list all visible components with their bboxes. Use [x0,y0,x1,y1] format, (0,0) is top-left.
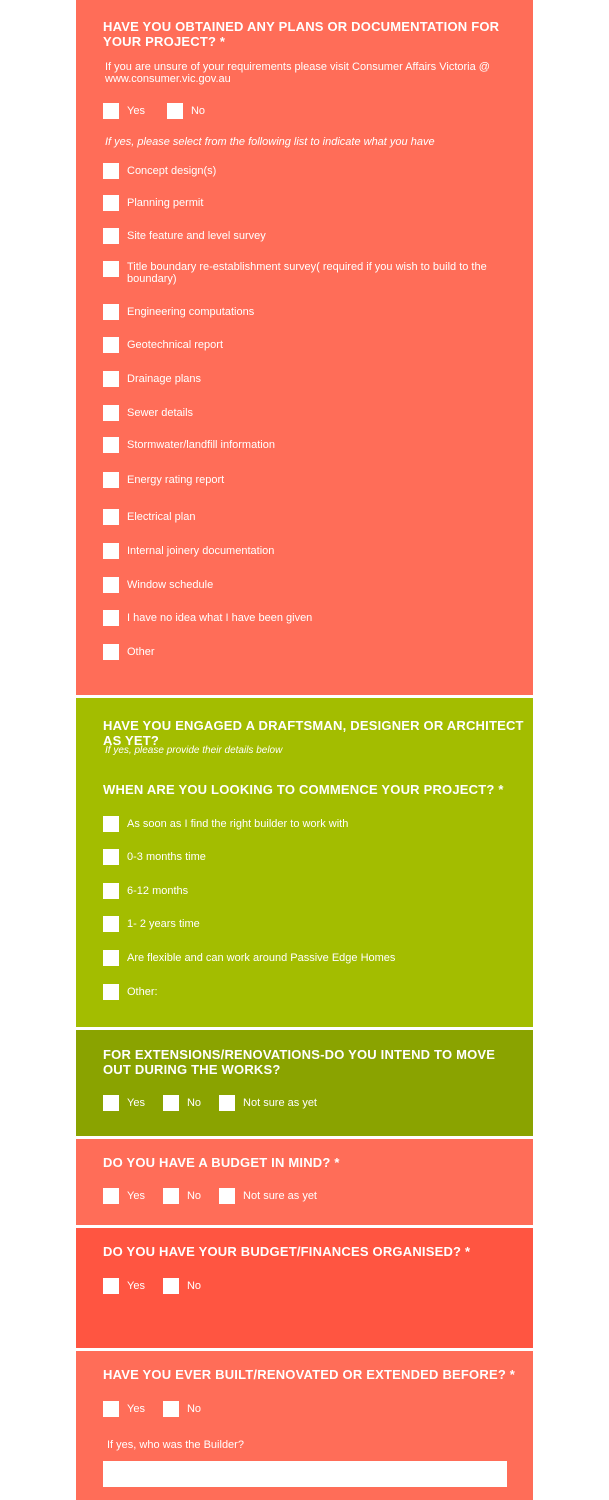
checkbox[interactable] [103,304,119,320]
draftsman-question: HAVE YOU ENGAGED A DRAFTSMAN, DESIGNER OR ARCHITECT AS YET? [103,718,524,748]
plans-note: If you are unsure of your requirements please visit Consumer Affairs Victoria @ www.consumer.vic.gov.au [105,61,490,85]
notsure-checkbox[interactable] [219,1095,235,1111]
checkbox[interactable] [103,163,119,179]
plans-item-stormwater[interactable] [103,437,275,453]
option-label: I have no idea what I have been given [127,612,313,624]
yes-checkbox[interactable] [103,1188,119,1204]
option-label: Concept design(s) [127,165,217,177]
option-label: 6-12 months [127,885,189,897]
plans-item-joinery[interactable] [103,543,274,559]
budget-notsure-option[interactable] [219,1188,317,1204]
commence-item-other[interactable] [103,984,158,1000]
commence-item-0-3-months[interactable] [103,849,206,865]
checkbox[interactable] [103,509,119,525]
option-label: Planning permit [127,197,204,209]
plans-item-geotechnical[interactable] [103,337,223,353]
option-label: As soon as I find the right builder to work with [127,818,349,830]
yes-checkbox[interactable] [103,1095,119,1111]
checkbox[interactable] [103,195,119,211]
plans-yes-no [103,103,223,119]
yes-checkbox[interactable] [103,1401,119,1417]
yes-label: Yes [127,1280,145,1292]
moveout-section [76,1030,533,1136]
plans-question: HAVE YOU OBTAINED ANY PLANS OR DOCUMENTATION FOR YOUR PROJECT? * [103,19,500,49]
plans-no-option[interactable] [167,103,205,119]
plans-followup: If yes, please select from the following list to indicate what you have [105,136,435,148]
built-yes-option[interactable] [103,1401,145,1417]
finances-options [103,1278,219,1294]
no-label: No [186,1280,202,1292]
plans-item-engineering[interactable] [103,304,254,320]
yes-checkbox[interactable] [103,103,119,119]
budget-question: DO YOU HAVE A BUDGET IN MIND? * [103,1155,340,1170]
checkbox[interactable] [103,405,119,421]
budget-yes-option[interactable] [103,1188,145,1204]
option-label: Energy rating report [127,474,225,486]
option-label: 0-3 months time [127,851,206,863]
moveout-notsure-option[interactable] [219,1095,317,1111]
no-checkbox[interactable] [163,1278,179,1294]
checkbox[interactable] [103,816,119,832]
checkbox[interactable] [103,644,119,660]
checkbox[interactable] [103,261,119,277]
option-label: Geotechnical report [127,339,223,351]
yes-label: Yes [127,105,145,117]
no-checkbox[interactable] [163,1095,179,1111]
plans-item-sewer[interactable] [103,405,193,421]
no-label: No [186,1190,202,1202]
checkbox[interactable] [103,543,119,559]
plans-item-title-boundary[interactable] [103,261,497,285]
plans-item-no-idea[interactable] [103,610,312,626]
option-label: Internal joinery documentation [127,545,275,557]
checkbox[interactable] [103,337,119,353]
plans-item-other[interactable] [103,644,155,660]
built-section [76,1351,533,1500]
notsure-checkbox[interactable] [219,1188,235,1204]
checkbox[interactable] [103,472,119,488]
checkbox[interactable] [103,849,119,865]
no-checkbox[interactable] [167,103,183,119]
option-label: Are flexible and can work around Passive Edge Homes [127,952,396,964]
option-label: Other [127,646,155,658]
moveout-question: FOR EXTENSIONS/RENOVATIONS-DO YOU INTEND TO MOVE OUT DURING THE WORKS? [103,1047,496,1077]
checkbox[interactable] [103,984,119,1000]
finances-no-option[interactable] [163,1278,201,1294]
commence-item-asap[interactable] [103,816,348,832]
option-label: Electrical plan [127,511,196,523]
yes-label: Yes [127,1190,145,1202]
no-label: No [190,105,206,117]
budget-section [76,1139,533,1225]
option-label: 1- 2 years time [127,918,200,930]
notsure-label: Not sure as yet [243,1190,317,1202]
draftsman-note: If yes, please provide their details below [105,745,283,756]
yes-checkbox[interactable] [103,1278,119,1294]
commence-question: WHEN ARE YOU LOOKING TO COMMENCE YOUR PROJECT? * [103,782,504,797]
checkbox[interactable] [103,577,119,593]
budget-no-option[interactable] [163,1188,201,1204]
commence-item-flexible[interactable] [103,950,395,966]
notsure-label: Not sure as yet [243,1097,317,1109]
plans-item-site-survey[interactable] [103,228,266,244]
moveout-yes-option[interactable] [103,1095,145,1111]
plans-yes-option[interactable] [103,103,145,119]
plans-item-energy-rating[interactable] [103,472,224,488]
plans-section [76,0,533,695]
checkbox[interactable] [103,228,119,244]
no-label: No [186,1097,202,1109]
checkbox[interactable] [103,610,119,626]
plans-item-electrical[interactable] [103,509,195,525]
commence-item-6-12-months[interactable] [103,883,188,899]
option-label: Site feature and level survey [127,230,266,242]
option-label: Drainage plans [127,373,201,385]
plans-item-window-schedule[interactable] [103,577,213,593]
option-label: Stormwater/landfill information [127,439,275,451]
option-label: Title boundary re-establishment survey( required if you wish to build to the boundary) [127,261,487,285]
builder-label: If yes, who was the Builder? [107,1439,244,1451]
budget-options [103,1188,335,1204]
no-checkbox[interactable] [163,1401,179,1417]
checkbox[interactable] [103,883,119,899]
no-checkbox[interactable] [163,1188,179,1204]
option-label: Other: [127,986,158,998]
built-options [103,1401,219,1417]
checkbox[interactable] [103,437,119,453]
built-question: HAVE YOU EVER BUILT/RENOVATED OR EXTENDED BEFORE? * [103,1367,516,1382]
moveout-options [103,1095,335,1111]
finances-question: DO YOU HAVE YOUR BUDGET/FINANCES ORGANISED? * [103,1244,471,1259]
plans-item-concept-design[interactable] [103,163,216,179]
finances-yes-option[interactable] [103,1278,145,1294]
yes-label: Yes [127,1097,145,1109]
built-no-option[interactable] [163,1401,201,1417]
option-label: Engineering computations [127,306,255,318]
checkbox[interactable] [103,371,119,387]
option-label: Sewer details [127,407,194,419]
finances-section [76,1228,533,1348]
checkbox[interactable] [103,916,119,932]
draftsman-commence-section [76,698,533,1027]
yes-label: Yes [127,1403,145,1415]
moveout-no-option[interactable] [163,1095,201,1111]
plans-item-drainage[interactable] [103,371,201,387]
commence-item-1-2-years[interactable] [103,916,200,932]
option-label: Window schedule [127,579,214,591]
no-label: No [186,1403,202,1415]
plans-item-planning-permit[interactable] [103,195,203,211]
builder-input[interactable] [103,1461,507,1487]
checkbox[interactable] [103,950,119,966]
